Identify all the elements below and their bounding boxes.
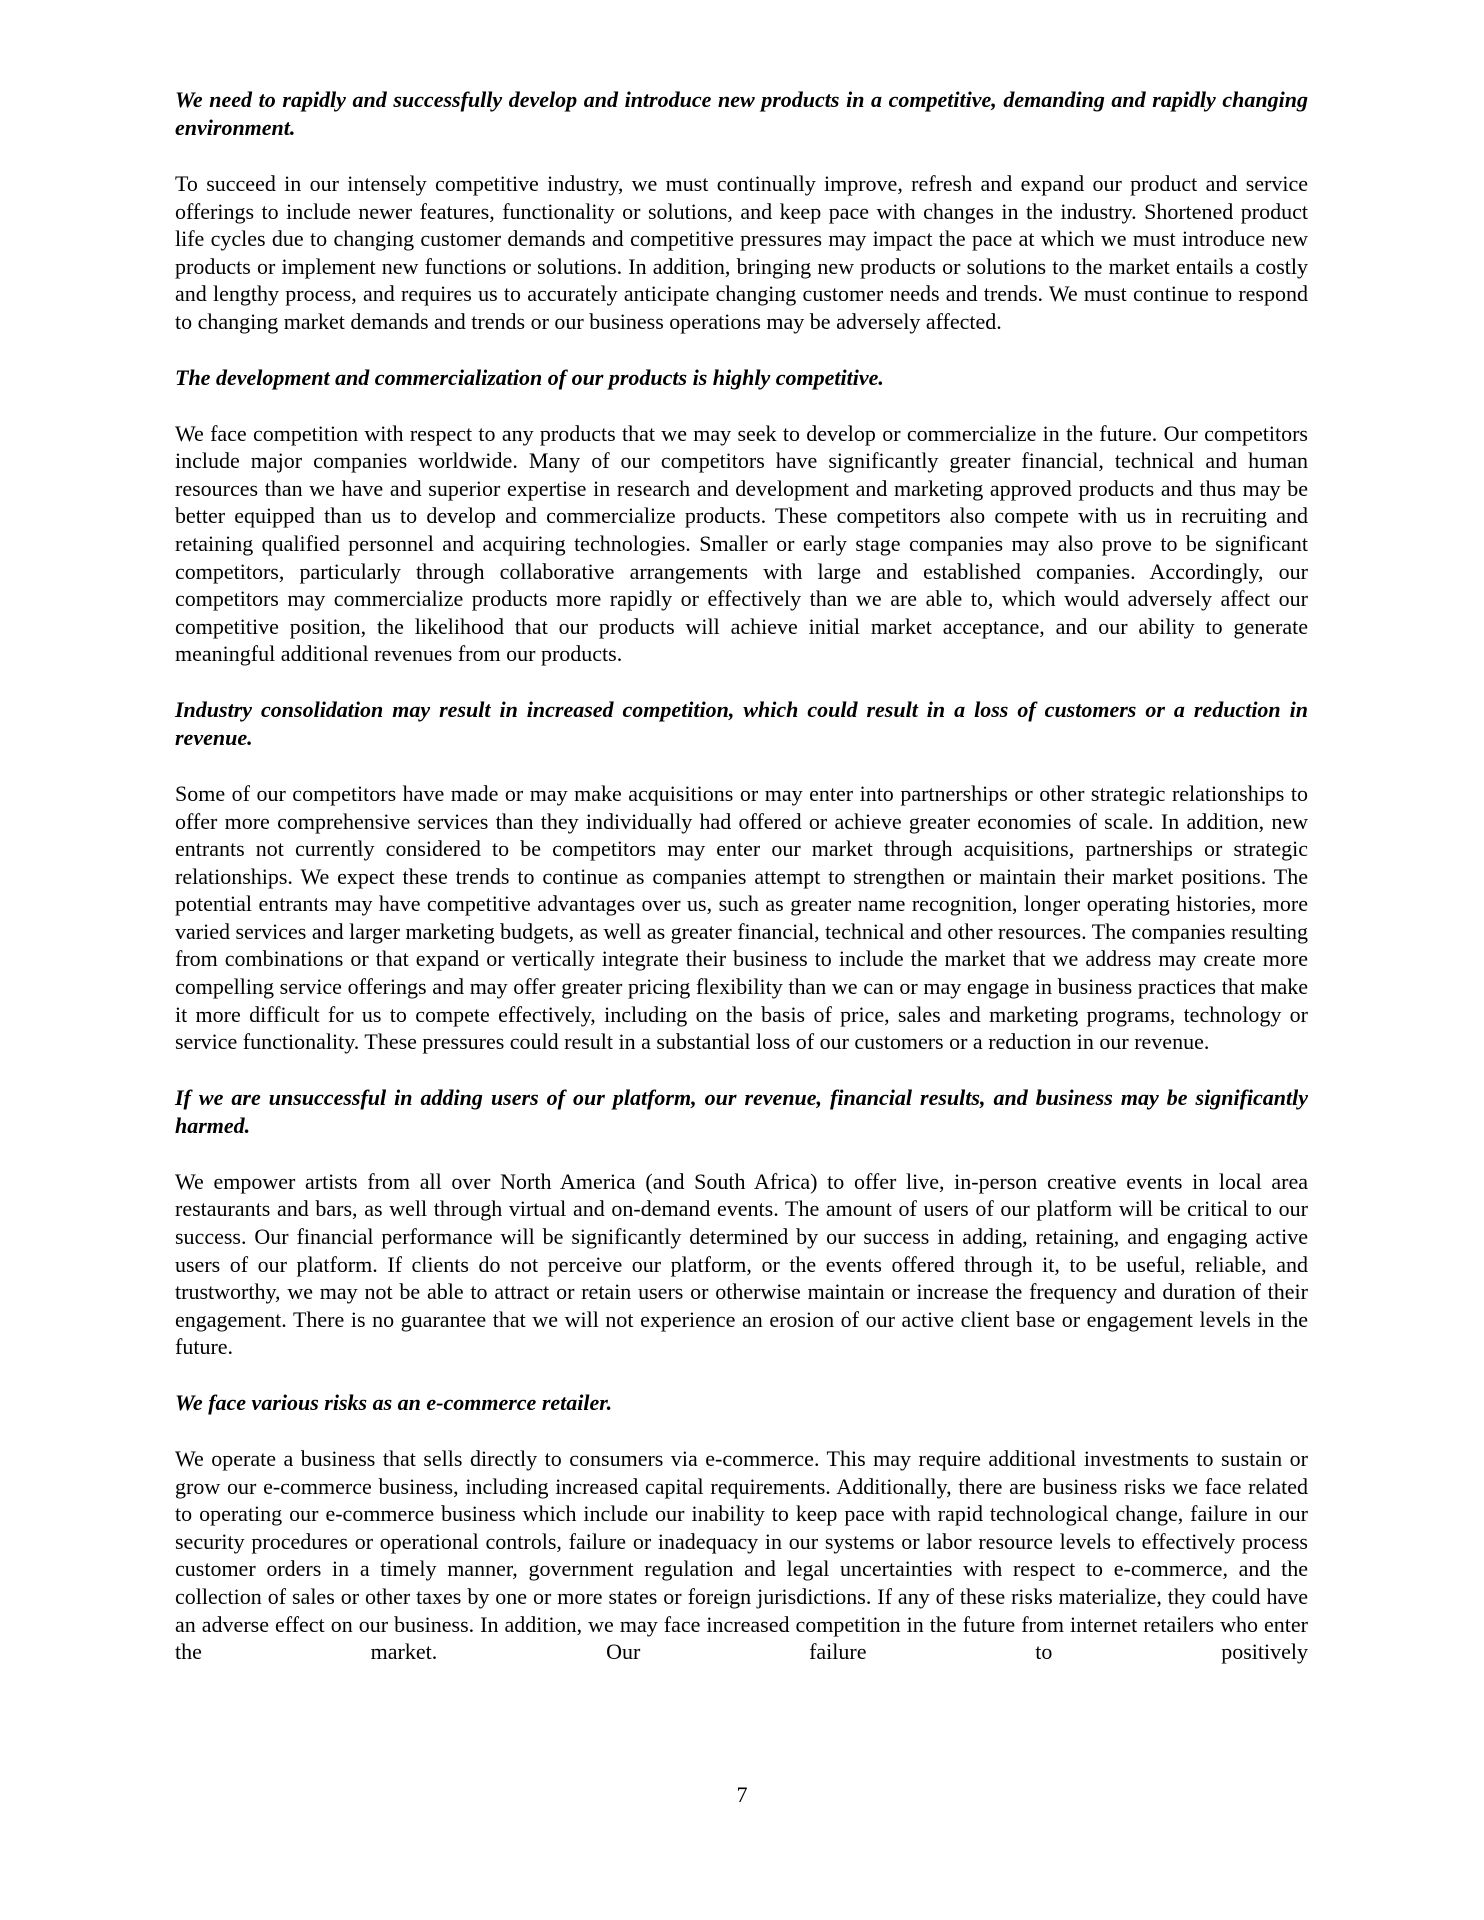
risk-section-new-products	[175, 86, 1308, 336]
section-body: We face competition with respect to any products that we may seek to develop or commercialize in the future. Our competitors include major companies worldwide. Many of our competitors have significantly greater financial, technical and human resources than we have and superior expertise in research and development and marketing approved products and thus may be better equipped than us to develop and commercialize products. These competitors also compete with us in recruiting and retaining qualified personnel and acquiring technologies. Smaller or early stage companies may also prove to be significant competitors, particularly through collaborative arrangements with large and established companies. Accordingly, our competitors may commercialize products more rapidly or effectively than we are able to, which would adversely affect our competitive position, the likelihood that our products will achieve initial market acceptance, and our ability to generate meaningful additional revenues from our products.	[175, 420, 1308, 667]
page-number: 7	[736, 1782, 748, 1807]
risk-section-ecommerce	[175, 1389, 1308, 1666]
section-body: We empower artists from all over North America (and South Africa) to offer live, in-person creative events in local area restaurants and bars, as well through virtual and on-demand events. The amount of users of our platform will be critical to our success. Our financial performance will be significantly determined by our success in adding, retaining, and engaging active users of our platform. If clients do not perceive our platform, or the events offered through it, to be useful, reliable, and trustworthy, we may not be able to attract or retain users or otherwise maintain or increase the frequency and duration of their engagement. There is no guarantee that we will not experience an erosion of our active client base or engagement levels in the future.	[175, 1168, 1308, 1360]
risk-section-competition	[175, 364, 1308, 668]
section-body: We operate a business that sells directly to consumers via e-commerce. This may require additional investments to sustain or grow our e-commerce business, including increased capital requirements. Additionally, there are business risks we face related to operating our e-commerce business which include our inability to keep pace with rapid technological change, failure in our security procedures or operational controls, failure or inadequacy in our systems or labor resource levels to effectively process customer orders in a timely manner, government regulation and legal uncertainties with respect to e-commerce, and the collection of sales or other taxes by one or more states or foreign jurisdictions. If any of these risks materialize, they could have an adverse effect on our business. In addition, we may face increased competition in the future from internet retailers who enter the market. Our failure to positively	[175, 1446, 1308, 1665]
document-page	[175, 86, 1308, 1694]
section-heading: The development and commercialization of our products is highly competitive.	[175, 364, 884, 390]
section-heading: Industry consolidation may result in increased competition, which could result in a loss of customers or a reduction in revenue.	[175, 696, 1308, 750]
risk-section-users	[175, 1084, 1308, 1361]
section-body: To succeed in our intensely competitive industry, we must continually improve, refresh and expand our product and service offerings to include newer features, functionality or solutions, and keep pace with changes in the industry. Shortened product life cycles due to changing customer demands and competitive pressures may impact the pace at which we must introduce new products or implement new functions or solutions. In addition, bringing new products or solutions to the market entails a costly and lengthy process, and requires us to accurately anticipate changing customer needs and trends. We must continue to respond to changing market demands and trends or our business operations may be adversely affected.	[175, 171, 1308, 334]
section-heading: If we are unsuccessful in adding users of our platform, our revenue, financial results, and business may be significantly harmed.	[175, 1084, 1308, 1138]
section-heading: We need to rapidly and successfully develop and introduce new products in a competitive, demanding and rapidly changing environment.	[175, 87, 1308, 140]
section-body: Some of our competitors have made or may make acquisitions or may enter into partnerships or other strategic relationships to offer more comprehensive services than they individually had offered or achieve greater economies of scale. In addition, new entrants not currently considered to be competitors may enter our market through acquisitions, partnerships or strategic relationships. We expect these trends to continue as companies attempt to strengthen or maintain their market positions. The potential entrants may have competitive advantages over us, such as greater name recognition, longer operating histories, more varied services and larger marketing budgets, as well as greater financial, technical and other resources. The companies resulting from combinations or that expand or vertically integrate their business to include the market that we address may create more compelling service offerings and may offer greater pricing flexibility than we can or may engage in business practices that make it more difficult for us to compete effectively, including on the basis of price, sales and marketing programs, technology or service functionality. These pressures could result in a substantial loss of our customers or a reduction in our revenue.	[175, 780, 1308, 1055]
section-heading: We face various risks as an e-commerce retailer.	[175, 1390, 613, 1415]
risk-section-consolidation	[175, 696, 1308, 1056]
